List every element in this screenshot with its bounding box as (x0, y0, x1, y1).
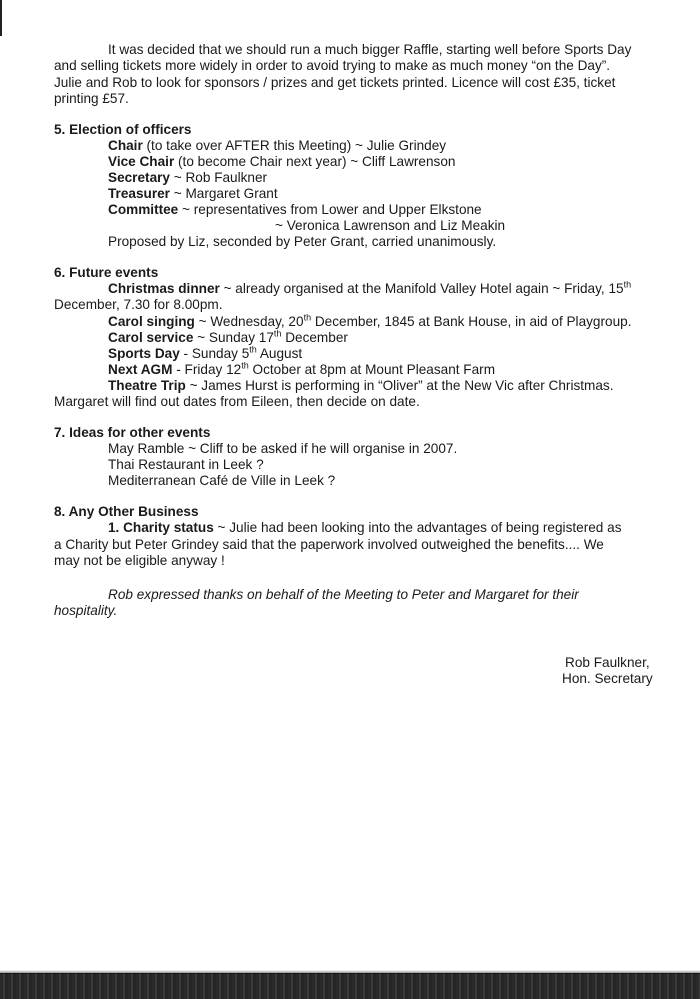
signature-title: Hon. Secretary (562, 671, 653, 686)
officer-secretary (108, 170, 267, 186)
theatre-text-2: Margaret will find out dates from Eileen, then decide on date. (54, 394, 420, 409)
treasurer-text: ~ Margaret Grant (169, 186, 278, 201)
agm-sup: th (241, 360, 249, 371)
chair-text: (to take over AFTER this Meeting) ~ Julie Grindey (142, 138, 447, 153)
thanks-line-2: hospitality. (54, 603, 118, 618)
committee-text-2: ~ Veronica Lawrenson and Liz Meakin (275, 218, 506, 233)
officer-chair (108, 138, 446, 154)
service-sup: th (273, 328, 282, 339)
theatre-label: Theatre Trip (108, 378, 186, 393)
section-8-heading: 8. Any Other Business (54, 504, 199, 519)
vice-chair-text: (to become Chair next year) ~ Cliff Lawrenson (174, 154, 456, 169)
officer-treasurer (108, 186, 278, 202)
carol-text-b: December, 1845 at Bank House, in aid of Playgroup. (311, 314, 632, 329)
raffle-line-3: Julie and Rob to look for sponsors / prizes and get tickets printed. Licence will cost £35, ticket (54, 75, 616, 90)
event-carol-singing (108, 314, 631, 330)
christmas-text: ~ already organised at the Manifold Valley Hotel again ~ Friday, 15 (219, 281, 624, 296)
section-6-heading: 6. Future events (54, 265, 159, 280)
treasurer-label: Treasurer (108, 186, 170, 201)
sports-text-b: August (256, 346, 303, 361)
idea-mediterranean-cafe: Mediterranean Café de Ville in Leek ? (108, 473, 336, 488)
chair-label: Chair (108, 138, 143, 153)
charity-line-3: may not be eligible anyway ! (54, 553, 225, 568)
scan-bottom-edge (0, 973, 700, 999)
service-text-b: December (281, 330, 348, 345)
event-theatre-trip (108, 378, 614, 394)
charity-status-line (108, 520, 622, 536)
service-text-a: ~ Sunday 17 (193, 330, 274, 345)
charity-line-2: a Charity but Peter Grindey said that the paperwork involved outweighed the benefits.... We (54, 537, 604, 552)
proposed-line: Proposed by Liz, seconded by Peter Grant, carried unanimously. (108, 234, 497, 249)
carol-text-a: ~ Wednesday, 20 (194, 314, 304, 329)
event-next-agm (108, 362, 495, 378)
committee-label: Committee (108, 202, 179, 217)
event-sports-day (108, 346, 302, 362)
christmas-label: Christmas dinner (108, 281, 220, 296)
secretary-text: ~ Rob Faulkner (169, 170, 268, 185)
officer-committee (108, 202, 482, 218)
agm-text-a: - Friday 12 (172, 362, 242, 377)
theatre-text: ~ James Hurst is performing in “Oliver” at the New Vic after Christmas. (185, 378, 614, 393)
christmas-sup: th (623, 279, 632, 290)
carol-sup: th (303, 312, 312, 323)
charity-text: ~ Julie had been looking into the advantages of being registered as (213, 520, 622, 535)
sports-text-a: - Sunday 5 (179, 346, 250, 361)
idea-may-ramble: May Ramble ~ Cliff to be asked if he will organise in 2007. (108, 441, 458, 456)
thanks-line-1: Rob expressed thanks on behalf of the Meeting to Peter and Margaret for their (108, 587, 579, 602)
signature-name: Rob Faulkner, (565, 655, 650, 670)
sports-label: Sports Day (108, 346, 180, 361)
event-christmas-dinner (108, 281, 631, 297)
raffle-line-4: printing £57. (54, 91, 129, 106)
charity-label: 1. Charity status (108, 520, 214, 535)
agm-text-b: October at 8pm at Mount Pleasant Farm (248, 362, 496, 377)
christmas-text-2: December, 7.30 for 8.00pm. (54, 297, 223, 312)
page-edge-mark (0, 0, 2, 36)
raffle-line-2: and selling tickets more widely in order to avoid trying to make as much money “on the Day”. (54, 58, 611, 73)
service-label: Carol service (108, 330, 194, 345)
idea-thai-restaurant: Thai Restaurant in Leek ? (108, 457, 264, 472)
section-7-heading: 7. Ideas for other events (54, 425, 211, 440)
agm-label: Next AGM (108, 362, 173, 377)
vice-chair-label: Vice Chair (108, 154, 175, 169)
raffle-line-1: It was decided that we should run a much bigger Raffle, starting well before Sports Day (108, 42, 632, 57)
secretary-label: Secretary (108, 170, 170, 185)
committee-text: ~ representatives from Lower and Upper Elkstone (178, 202, 482, 217)
sports-sup: th (249, 344, 257, 355)
event-carol-service (108, 330, 348, 346)
section-5-heading: 5. Election of officers (54, 122, 192, 137)
carol-label: Carol singing (108, 314, 195, 329)
officer-vice-chair (108, 154, 455, 170)
